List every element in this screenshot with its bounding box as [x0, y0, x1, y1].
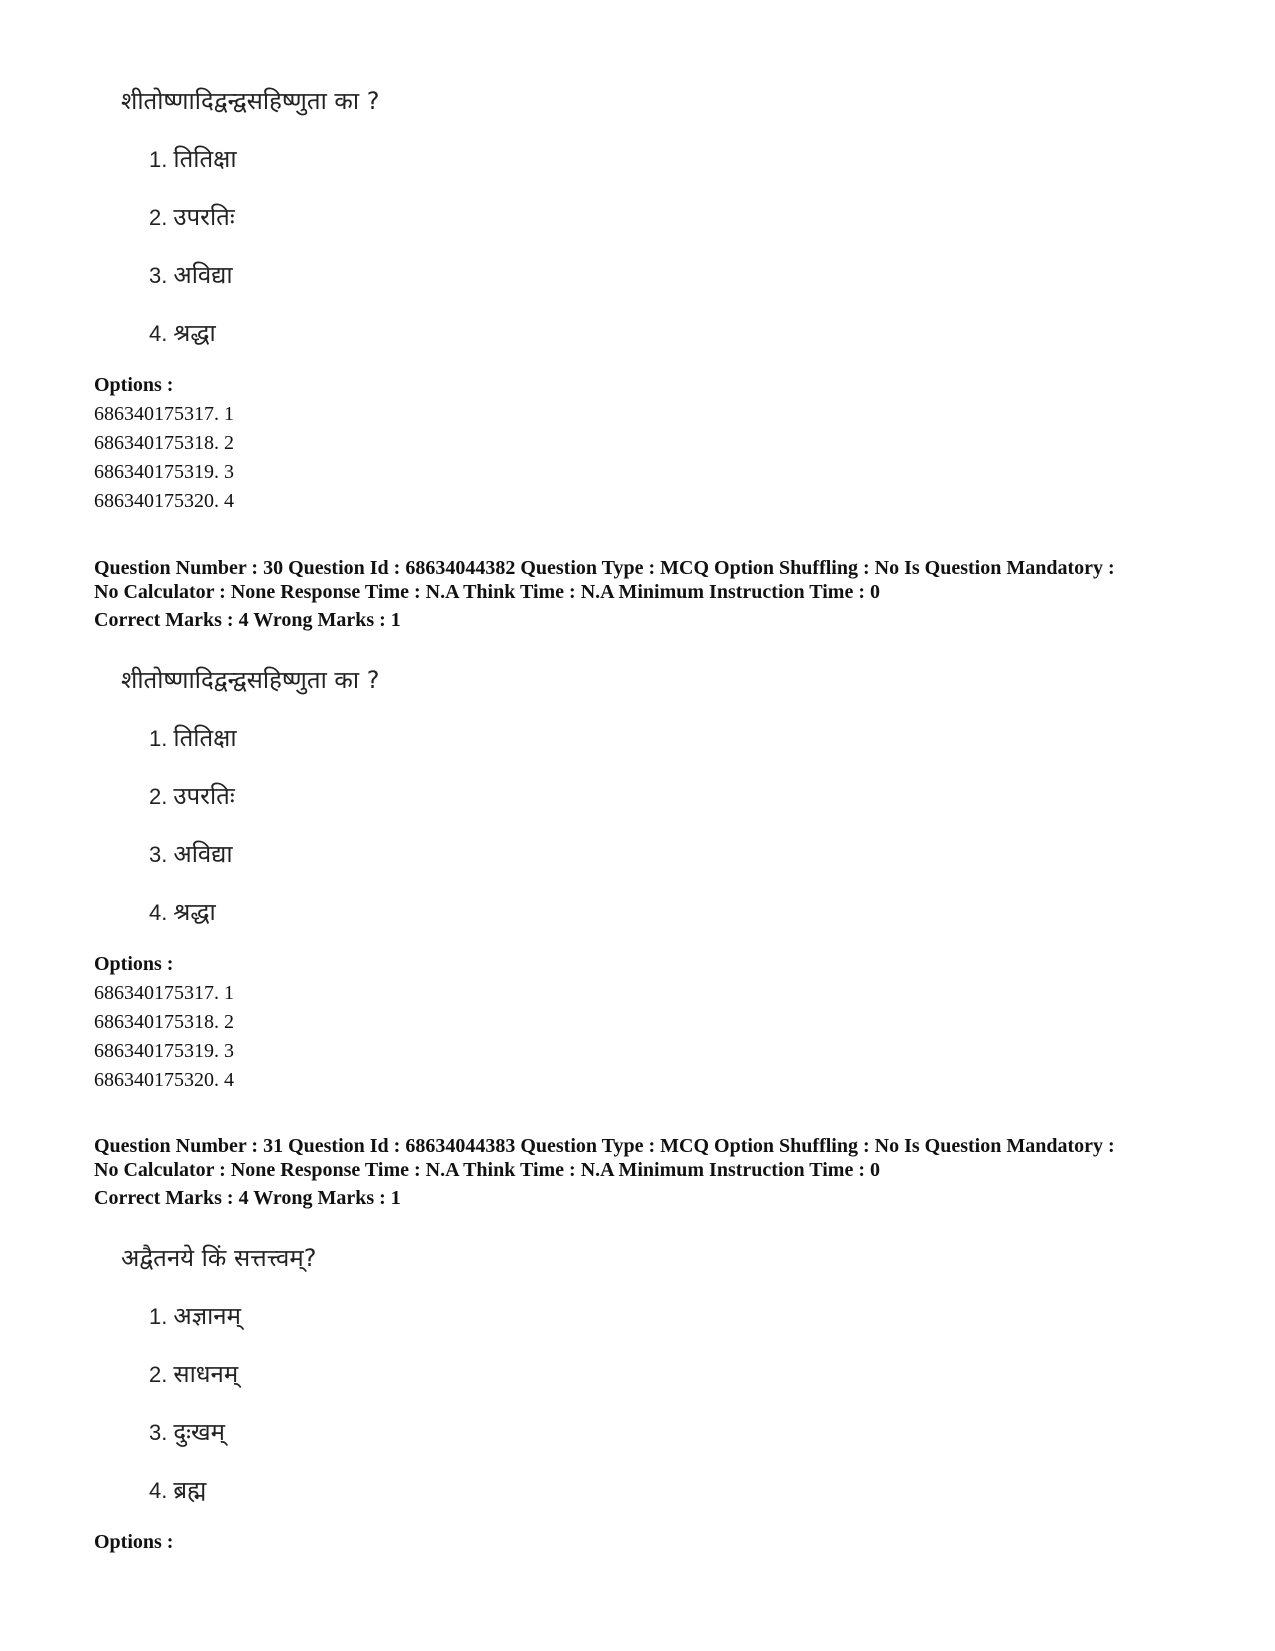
choice-item: [149, 895, 216, 928]
question-meta-line: No Calculator : None Response Time : N.A Think Time : N.A Minimum Instruction Time : 0: [94, 1159, 880, 1181]
option-line: 686340175318. 2: [94, 1011, 234, 1033]
question-text: अद्वैतनये किं सत्तत्त्वम्?: [121, 1244, 317, 1272]
choice-text: दुःखम्: [173, 1418, 225, 1446]
choice-number: 4.: [149, 1478, 168, 1503]
choice-item: [149, 258, 233, 291]
choice-text: तितिक्षा: [173, 724, 237, 752]
choice-text: अविद्या: [173, 840, 233, 868]
choice-item: [149, 142, 237, 175]
choice-number: 2.: [149, 784, 168, 809]
option-line: 686340175318. 2: [94, 432, 234, 454]
choice-item: [149, 1415, 225, 1448]
choice-text: अविद्या: [173, 261, 233, 289]
choice-text: तितिक्षा: [173, 145, 237, 173]
choice-item: [149, 1299, 241, 1332]
choice-number: 3.: [149, 263, 168, 288]
option-line: 686340175319. 3: [94, 1040, 234, 1062]
choice-item: [149, 1473, 206, 1506]
question-meta-line: No Calculator : None Response Time : N.A Think Time : N.A Minimum Instruction Time : 0: [94, 581, 880, 603]
choice-text: उपरतिः: [173, 782, 235, 810]
choice-number: 4.: [149, 900, 168, 925]
options-label: Options :: [94, 1531, 174, 1553]
marks-line: Correct Marks : 4 Wrong Marks : 1: [94, 609, 401, 631]
question-text: शीतोष्णादिद्वन्द्वसहिष्णुता का ?: [121, 666, 380, 694]
option-line: 686340175317. 1: [94, 403, 234, 425]
question-meta: [94, 1134, 1214, 1182]
choice-item: [149, 316, 216, 349]
marks-line: Correct Marks : 4 Wrong Marks : 1: [94, 1187, 401, 1209]
choice-number: 1.: [149, 147, 168, 172]
choice-number: 1.: [149, 726, 168, 751]
choice-number: 4.: [149, 321, 168, 346]
options-label: Options :: [94, 953, 174, 975]
option-line: 686340175317. 1: [94, 982, 234, 1004]
choice-item: [149, 721, 237, 754]
choice-number: 1.: [149, 1304, 168, 1329]
question-text: शीतोष्णादिद्वन्द्वसहिष्णुता का ?: [121, 87, 380, 115]
choice-item: [149, 200, 235, 233]
choice-item: [149, 1357, 238, 1390]
choice-text: साधनम्: [173, 1360, 239, 1388]
choice-text: अज्ञानम्: [173, 1302, 241, 1330]
choice-item: [149, 837, 233, 870]
question-meta: [94, 556, 1214, 604]
options-label: Options :: [94, 374, 174, 396]
choice-text: ब्रह्म: [173, 1476, 207, 1504]
choice-number: 3.: [149, 842, 168, 867]
option-line: 686340175319. 3: [94, 461, 234, 483]
choice-text: श्रद्धा: [173, 898, 216, 926]
choice-text: श्रद्धा: [173, 319, 216, 347]
choice-text: उपरतिः: [173, 203, 235, 231]
question-meta-line: Question Number : 30 Question Id : 68634044382 Question Type : MCQ Option Shuffling : No Is Question Mandatory :: [94, 557, 1115, 579]
option-line: 686340175320. 4: [94, 490, 234, 512]
question-meta-line: Question Number : 31 Question Id : 68634044383 Question Type : MCQ Option Shuffling : No Is Question Mandatory :: [94, 1135, 1115, 1157]
choice-number: 2.: [149, 1362, 168, 1387]
option-line: 686340175320. 4: [94, 1069, 234, 1091]
choice-number: 3.: [149, 1420, 168, 1445]
choice-number: 2.: [149, 205, 168, 230]
choice-item: [149, 779, 235, 812]
